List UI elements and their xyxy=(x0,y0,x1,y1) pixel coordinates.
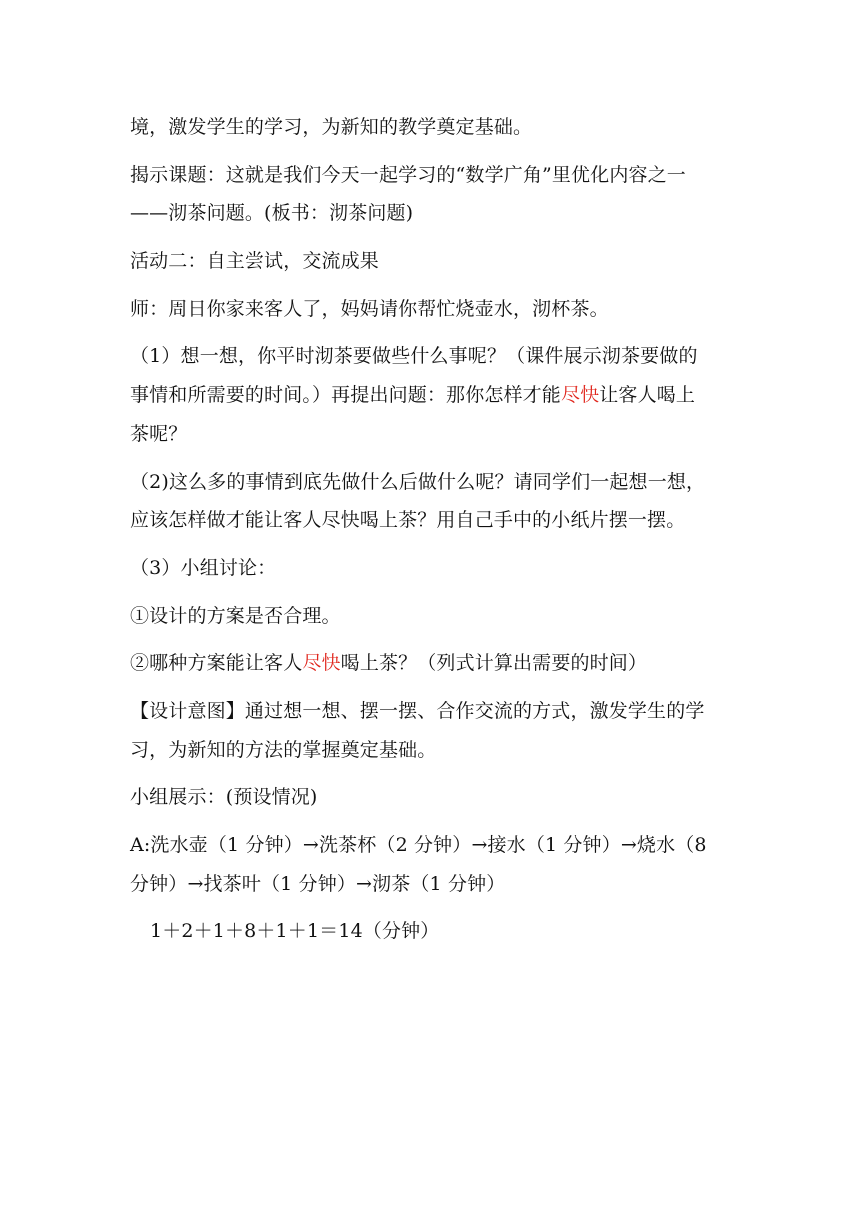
paragraph-gap xyxy=(130,454,734,463)
teacher-prompt: 师：周日你家来客人了，妈妈请你帮忙烧壶水，沏杯茶。 xyxy=(130,297,609,320)
emphasis-text: 尽快 xyxy=(560,384,600,407)
discussion-point-2 xyxy=(130,644,734,683)
step-three-heading: （3）小组讨论： xyxy=(130,556,277,579)
design-intent-line-2: 习，为新知的方法的掌握奠定基础。 xyxy=(130,738,437,761)
step-one-text-b: 让客人喝上 xyxy=(599,384,696,407)
paragraph-gap xyxy=(130,683,734,692)
paragraph-intro-end: 境，激发学生的学习，为新知的教学奠定基础。 xyxy=(130,116,533,138)
discussion-point-1: ①设计的方案是否合理。 xyxy=(130,604,341,627)
paragraph-gap xyxy=(130,147,734,156)
group-display-heading: 小组展示：(预设情况) xyxy=(130,786,318,809)
discussion-text-b: 喝上茶？（列式计算出需要的时间） xyxy=(340,652,648,675)
plan-a-calculation: 1＋2＋1＋8＋1＋1＝14（分钟） xyxy=(150,920,440,943)
step-one-line-3: 茶呢？ xyxy=(130,422,188,445)
paragraph-topic-line-2: ——沏茶问题。(板书：沏茶问题) xyxy=(130,202,414,225)
paragraph-gap xyxy=(130,769,734,778)
step-one-text-a: 事情和所需要的时间。）再提出问题：那你怎样才能 xyxy=(130,384,561,407)
paragraph-gap xyxy=(130,903,734,912)
plan-a-line-2: 分钟）→找茶叶（1 分钟）→沏茶（1 分钟） xyxy=(130,872,506,895)
design-intent-line-1: 【设计意图】通过想一想、摆一摆、合作交流的方式，激发学生的学 xyxy=(130,699,705,722)
paragraph-gap xyxy=(130,233,734,242)
paragraph-gap xyxy=(130,281,734,290)
plan-a-line-1: A:洗水壶（1 分钟）→洗茶杯（2 分钟）→接水（1 分钟）→烧水（8 xyxy=(130,834,707,856)
emphasis-text: 尽快 xyxy=(302,652,341,675)
paragraph-gap xyxy=(130,588,734,597)
discussion-text-a: ②哪种方案能让客人 xyxy=(130,652,303,675)
step-one-line-2 xyxy=(130,376,734,415)
paragraph-topic-line-1: 揭示课题：这就是我们今天一起学习的“数学广角”里优化内容之一 xyxy=(130,163,686,186)
activity-two-heading: 活动二：自主尝试，交流成果 xyxy=(130,250,379,273)
paragraph-gap xyxy=(130,817,734,826)
step-two-line-2: 应该怎样做才能让客人尽快喝上茶？用自己手中的小纸片摆一摆。 xyxy=(130,509,686,532)
step-one-line-1: （1）想一想，你平时沏茶要做些什么事呢？（课件展示沏茶要做的 xyxy=(130,345,698,368)
paragraph-gap xyxy=(130,328,734,337)
document-body xyxy=(130,108,734,951)
paragraph-gap xyxy=(130,635,734,644)
step-two-line-1: （2)这么多的事情到底先做什么后做什么呢？请同学们一起想一想， xyxy=(130,470,706,493)
paragraph-gap xyxy=(130,540,734,549)
